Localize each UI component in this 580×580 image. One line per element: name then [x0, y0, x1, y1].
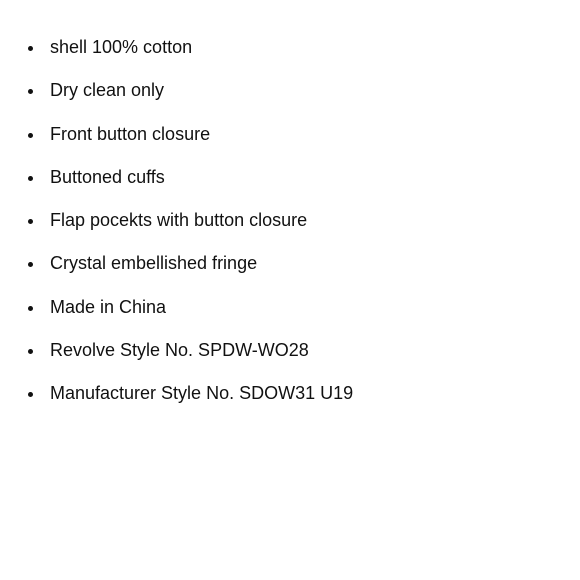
- list-item-text: Revolve Style No. SPDW-WO28: [50, 339, 309, 360]
- list-item: [0, 296, 353, 339]
- list-item-text: Flap pocekts with button closure: [50, 210, 308, 230]
- list-item: [0, 382, 353, 425]
- list-item-text: Dry clean only: [50, 80, 165, 101]
- bullet-icon: [28, 176, 33, 181]
- list-item-text: shell 100% cotton: [50, 37, 193, 57]
- bullet-icon: [28, 89, 33, 94]
- list-item: [0, 123, 353, 166]
- bullet-icon: [28, 349, 33, 354]
- list-item: [0, 339, 353, 382]
- list-item-text: Made in China: [50, 296, 167, 317]
- list-item-text: Buttoned cuffs: [50, 166, 165, 187]
- list-item: [0, 209, 353, 252]
- list-item: [0, 36, 353, 79]
- list-item: [0, 166, 353, 209]
- list-item-text: Manufacturer Style No. SDOW31 U19: [50, 383, 354, 403]
- bullet-icon: [28, 133, 33, 138]
- bullet-icon: [28, 219, 33, 224]
- bullet-icon: [28, 392, 33, 397]
- list-item-text: Crystal embellished fringe: [50, 253, 258, 274]
- bullet-icon: [28, 46, 33, 51]
- bullet-icon: [28, 306, 33, 311]
- list-item: [0, 252, 353, 295]
- list-item-text: Front button closure: [50, 123, 211, 144]
- product-details-list: [0, 36, 353, 425]
- bullet-icon: [28, 262, 33, 267]
- list-item: [0, 79, 353, 122]
